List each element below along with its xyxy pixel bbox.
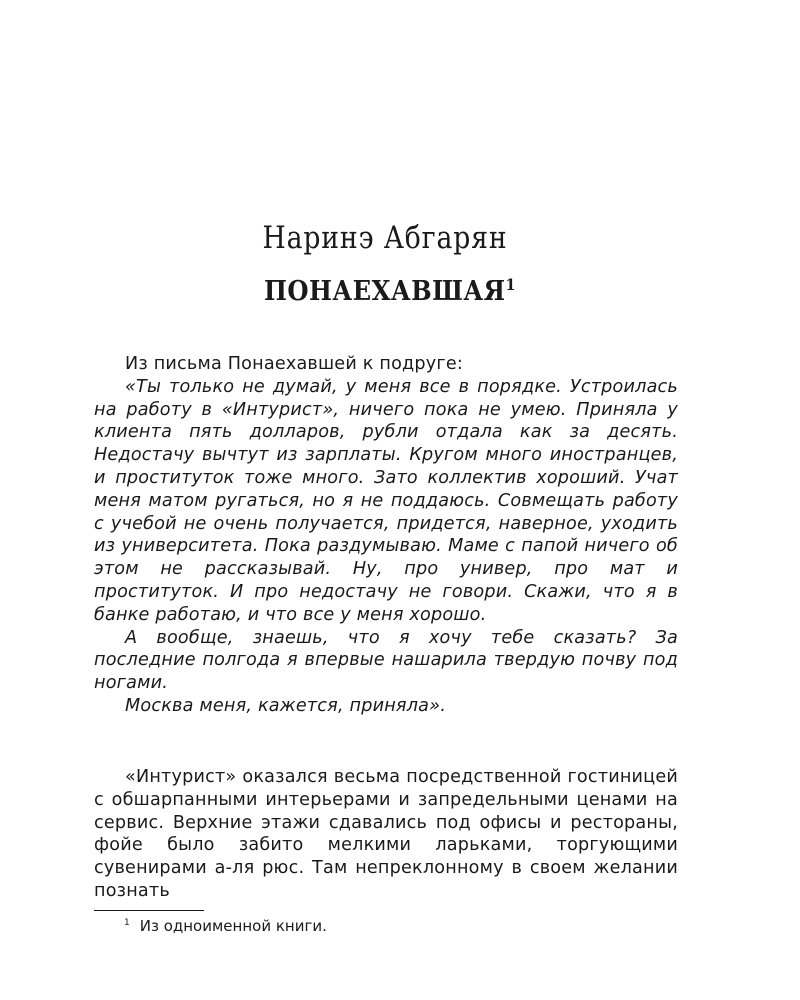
title-footnote-mark: 1 xyxy=(505,275,517,294)
main-text-section xyxy=(94,766,678,903)
footnote-mark: 1 xyxy=(124,918,130,928)
body-paragraph: «Интурист» оказался весьма посредственной гостиницей с обшарпанными интерьерами и запредельными ценами на сервис. Верхние этажи сдавались под офисы и рестораны, фойе было забито мелкими ларьками, торгующими сувенирами а-ля рюс. Там непреклонному в своем желании познать xyxy=(94,767,678,901)
letter-paragraph: А вообще, знаешь, что я хочу тебе сказать? За последние полгода я впервые нашарила твердую почву под ногами. xyxy=(94,627,678,694)
footnote-text: Из одноименной книги. xyxy=(139,917,327,935)
letter-paragraph: «Ты только не думай, у меня все в порядке. Устроилась на работу в «Интурист», ничего пока не умею. Приняла у клиента пять долларов, рубли отдала как за десять. Недостачу вычтут из зарплаты. Кругом много иностранцев, и проституток тоже много. Зато коллектив хороший. Учат меня матом ругаться, но я не поддаюсь. Совмещать работу с учебой не очень получается, придется, наверное, уходить из университета. Пока раздумываю. Маме с папой ничего об этом не рассказывай. Ну, про универ, про мат и проституток. И про недостачу не говори. Скажи, что я в банке работаю, и что все у меня хорошо. xyxy=(94,376,678,625)
footnote-divider xyxy=(94,910,204,911)
story-title-text: ПОНАЕХАВШАЯ xyxy=(263,276,506,307)
intro-lead: Из письма Понаехавшей к подруге: xyxy=(125,354,463,374)
letter-paragraph: Москва меня, кажется, приняла». xyxy=(125,695,446,716)
author-name: Наринэ Абгарян xyxy=(262,220,508,256)
intro-section xyxy=(94,353,678,718)
footnote xyxy=(124,913,327,936)
story-title xyxy=(39,276,741,307)
